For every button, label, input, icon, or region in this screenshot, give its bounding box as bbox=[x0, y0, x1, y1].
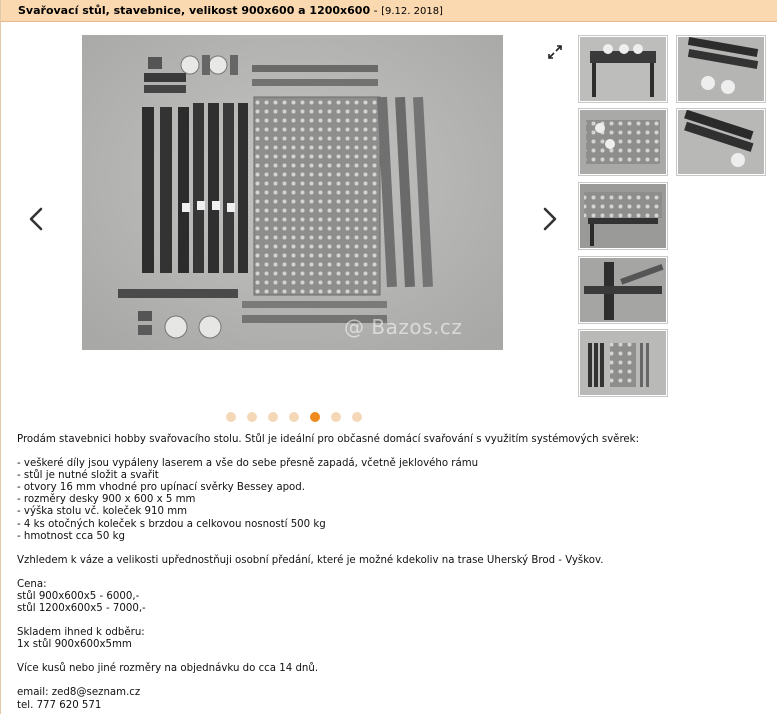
pagination-dot[interactable] bbox=[247, 412, 257, 422]
price-label: Cena: bbox=[17, 578, 47, 590]
description-bullet: - 4 ks otočných koleček s brzdou a celkovou nosností 500 kg bbox=[17, 518, 326, 530]
description-bullet: - stůl je nutné složit a svařit bbox=[17, 470, 159, 482]
listing-header bbox=[1, 0, 777, 22]
listing-title: Svařovací stůl, stavebnice, velikost 900x600 a 1200x600 bbox=[18, 4, 371, 17]
pagination-dot[interactable] bbox=[289, 412, 299, 422]
thumbnail-image bbox=[678, 110, 764, 174]
thumbnail-7[interactable] bbox=[578, 329, 668, 397]
date-separator: - bbox=[370, 4, 382, 17]
thumbnail-6[interactable] bbox=[578, 256, 668, 324]
thumbnail-image bbox=[580, 110, 666, 174]
thumbnail-2[interactable] bbox=[676, 35, 766, 103]
stock-label: Skladem ihned k odběru: bbox=[17, 627, 145, 639]
gallery-pagination bbox=[226, 412, 362, 422]
next-image-button[interactable] bbox=[537, 204, 561, 234]
custom-order-note: Více kusů nebo jiné rozměry na objednávku do cca 14 dnů. bbox=[17, 663, 319, 675]
thumbnail-5[interactable] bbox=[578, 182, 668, 250]
description-bullet: - otvory 16 mm vhodné pro upínací svěrky Bessey apod. bbox=[17, 482, 305, 494]
thumbnail-image bbox=[580, 331, 666, 395]
contact-email: email: zed8@seznam.cz bbox=[17, 687, 141, 699]
price-line: stůl 900x600x5 - 6000,- bbox=[17, 590, 140, 602]
main-photo[interactable] bbox=[82, 35, 503, 350]
description-pickup: Vzhledem k váze a velikosti upřednostňuji osobní předání, které je možné kdekoliv na trase Uherský Brod - Vyškov. bbox=[17, 554, 604, 566]
bazos-watermark: @ Bazos.cz bbox=[344, 315, 463, 339]
pagination-dot[interactable] bbox=[226, 412, 236, 422]
description-bullet: - rozměry desky 900 x 600 x 5 mm bbox=[17, 494, 196, 506]
pagination-dot[interactable] bbox=[331, 412, 341, 422]
thumbnail-image bbox=[678, 37, 764, 101]
chevron-left-icon bbox=[25, 204, 49, 234]
chevron-right-icon bbox=[537, 204, 561, 234]
pagination-dot-active[interactable] bbox=[310, 412, 320, 422]
pagination-dot[interactable] bbox=[352, 412, 362, 422]
description-bullet: - výška stolu vč. koleček 910 mm bbox=[17, 506, 188, 518]
contact-phone: tel. 777 620 571 bbox=[17, 699, 102, 711]
previous-image-button[interactable] bbox=[25, 204, 49, 234]
description-intro: Prodám stavebnici hobby svařovacího stolu. Stůl je ideální pro občasné domácí svařování s využitím systémových svěrek: bbox=[17, 434, 640, 445]
thumbnail-3[interactable] bbox=[578, 108, 668, 176]
description-bullet: - veškeré díly jsou vypáleny laserem a vše do sebe přesně zapadá, včetně jeklového rámu bbox=[17, 458, 479, 470]
description-bullet: - hmotnost cca 50 kg bbox=[17, 530, 126, 542]
listing-description bbox=[17, 434, 757, 712]
expand-icon bbox=[546, 43, 564, 61]
fullscreen-button[interactable] bbox=[546, 43, 564, 61]
stock-line: 1x stůl 900x600x5mm bbox=[17, 639, 132, 651]
thumbnail-1[interactable] bbox=[578, 35, 668, 103]
price-line: stůl 1200x600x5 - 7000,- bbox=[17, 603, 146, 615]
thumbnail-4[interactable] bbox=[676, 108, 766, 176]
thumbnail-image bbox=[580, 258, 666, 322]
listing-date: [9.12. 2018] bbox=[381, 6, 443, 17]
welding-table-kit-photo bbox=[82, 35, 503, 350]
pagination-dot[interactable] bbox=[268, 412, 278, 422]
thumbnail-image bbox=[580, 37, 666, 101]
thumbnail-image bbox=[580, 184, 666, 248]
